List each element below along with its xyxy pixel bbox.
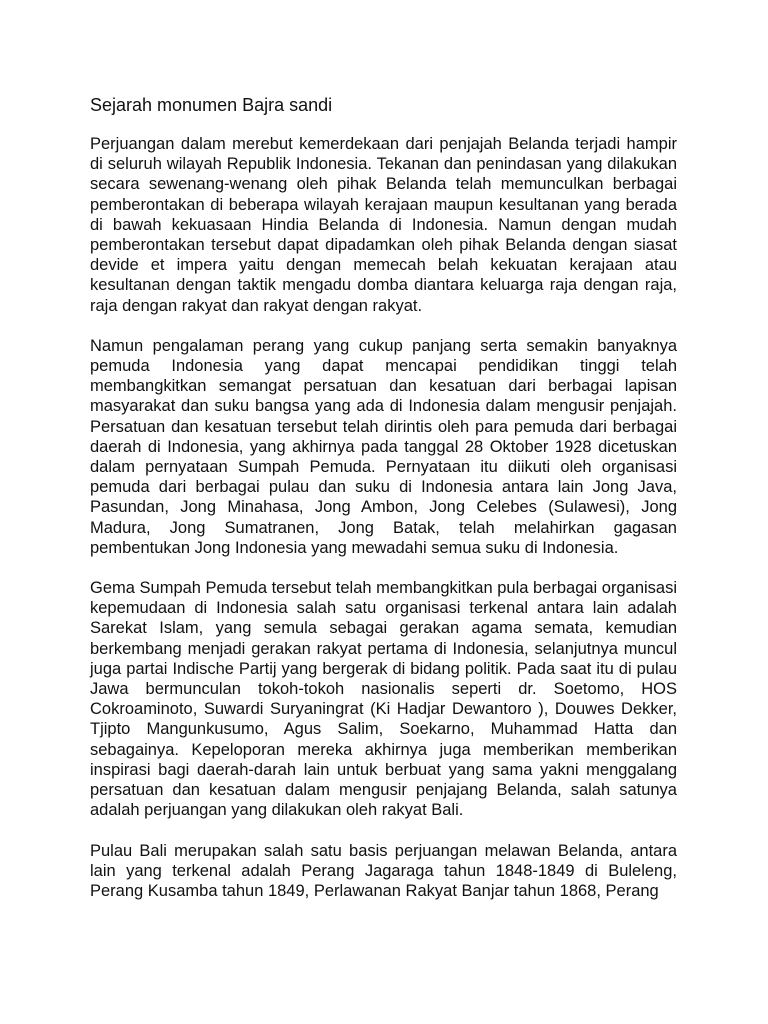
paragraph-3: Gema Sumpah Pemuda tersebut telah membangkitkan pula berbagai organisasi kepemudaan di Indonesia salah satu organisasi terkenal antara lain adalah Sarekat Islam, yang semula sebagai gerakan agama semata, kemudian berkembang menjadi gerakan rakyat pertama di Indonesia, selanjutnya muncul juga partai Indische Partij yang bergerak di bidang politik. Pada saat itu di pulau Jawa bermunculan tokoh-tokoh nasionalis seperti dr. Soetomo, HOS Cokroaminoto, Suwardi Suryaningrat (Ki Hadjar Dewantoro ), Douwes Dekker, Tjipto Mangunkusumo, Agus Salim, Soekarno, Muhammad Hatta dan sebagainya. Kepeloporan mereka akhirnya juga memberikan memberikan inspirasi bagi daerah-darah lain untuk berbuat yang sama yakni menggalang persatuan dan kesatuan dalam mengusir penjajang Belanda, salah satunya adalah perjuangan yang dilakukan oleh rakyat Bali. [90, 579, 678, 820]
paragraph-2: Namun pengalaman perang yang cukup panjang serta semakin banyaknya pemuda Indonesia yang dapat mencapai pendidikan tinggi telah membangkitkan semangat persatuan dan kesatuan dari berbagai lapisan masyarakat dan suku bangsa yang ada di Indonesia dalam mengusir penjajah. Persatuan dan kesatuan tersebut telah dirintis oleh para pemuda dari berbagai daerah di Indonesia, yang akhirnya pada tanggal 28 Oktober 1928 dicetuskan dalam pernyataan Sumpah Pemuda. Pernyataan itu diikuti oleh organisasi pemuda dari berbagai pulau dan suku di Indonesia antara lain Jong Java, Pasundan, Jong Minahasa, Jong Ambon, Jong Celebes (Sulawesi), Jong Madura, Jong Sumatranen, Jong Batak, telah melahirkan gagasan pembentukan Jong Indonesia yang mewadahi semua suku di Indonesia. [90, 336, 677, 557]
paragraph-1: Perjuangan dalam merebut kemerdekaan dari penjajah Belanda terjadi hampir di seluruh wilayah Republik Indonesia. Tekanan dan penindasan yang dilakukan secara sewenang-wenang oleh pihak Belanda telah memunculkan berbagai pemberontakan di beberapa wilayah kerajaan maupun kesultanan yang berada di bawah kekuasaan Hindia Belanda di Indonesia. Namun dengan mudah pemberontakan tersebut dapat dipadamkan oleh pihak Belanda dengan siasat devide et impera yaitu dengan memecah belah kekuatan kerajaan atau kesultanan dengan taktik mengadu domba diantara keluarga raja dengan raja, raja dengan rakyat dan rakyat dengan rakyat. [90, 135, 677, 315]
document-body [90, 94, 677, 921]
paragraph-4: Pulau Bali merupakan salah satu basis perjuangan melawan Belanda, antara lain yang terkenal adalah Perang Jagaraga tahun 1848-1849 di Buleleng, Perang Kusamba tahun 1849, Perlawanan Rakyat Banjar tahun 1868, Perang [90, 841, 677, 900]
document-title: Sejarah monumen Bajra sandi [90, 95, 333, 115]
